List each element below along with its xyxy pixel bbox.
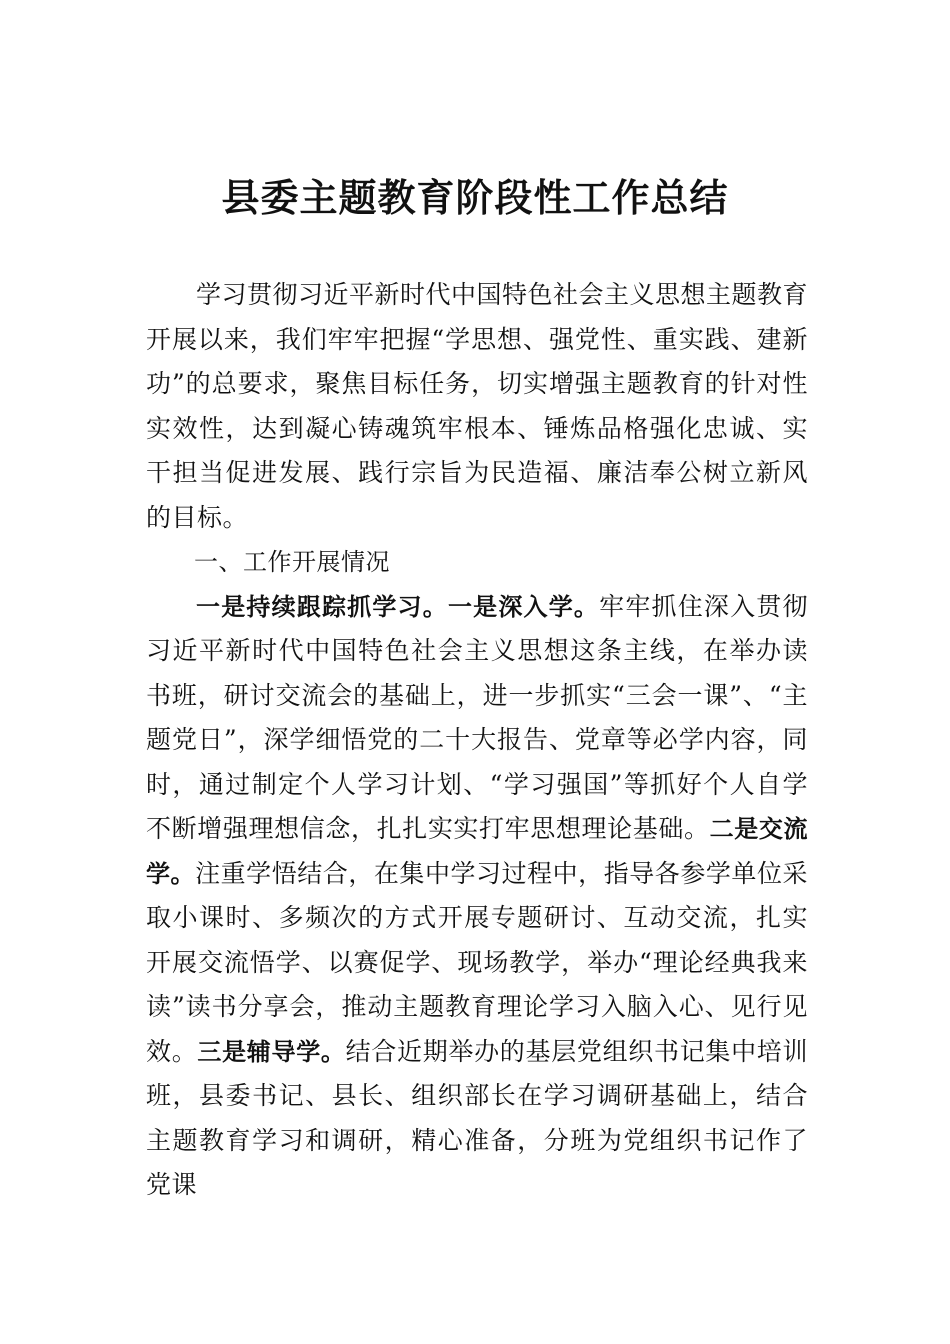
document-body <box>146 273 808 1208</box>
sub-item-text-3: 结合近期举办的基层党组织书记集中培训班，县委书记、县长、组织部长在学习调研基础上，结合主题教育学习和调研，精心准备，分班为党组织书记作了党课 <box>146 1036 808 1199</box>
intro-paragraph: 学习贯彻习近平新时代中国特色社会主义思想主题教育开展以来，我们牢牢把握“学思想、强党性、重实践、建新功”的总要求，聚焦目标任务，切实增强主题教育的针对性实效性，达到凝心铸魂筑牢根本、锤炼品格强化忠诚、实干担当促进发展、践行宗旨为民造福、廉洁奉公树立新风的目标。 <box>146 280 809 532</box>
item-lead: 一是持续跟踪抓学习。 <box>196 592 448 621</box>
sub-item-label-2: 二是交流学。 <box>146 815 808 888</box>
sub-item-label-1: 一是深入学。 <box>447 592 600 621</box>
work-item-paragraph <box>146 585 808 1208</box>
sub-item-text-1: 牢牢抓住深入贯彻习近平新时代中国特色社会主义思想这条主线，在举办读书班，研讨交流会的基础上，进一步抓实“三会一课”、“主题党日”，深学细悟党的二十大报告、党章等必学内容，同时，通过制定个人学习计划、“学习强国”等抓好个人自学不断增强理想信念，扎扎实实打牢思想理论基础。 <box>146 591 808 843</box>
document-title: 县委主题教育阶段性工作总结 <box>221 175 729 220</box>
section-heading: 一、工作开展情况 <box>194 548 390 576</box>
sub-item-text-2: 注重学悟结合，在集中学习过程中，指导各参学单位采取小课时、多频次的方式开展专题研讨、互动交流，扎实开展交流悟学、以赛促学、现场教学，举办“理论经典我来读”读书分享会，推动主题教育理论学习入脑入心、见行见效。 <box>146 858 809 1066</box>
sub-item-label-3: 三是辅导学。 <box>197 1037 346 1066</box>
